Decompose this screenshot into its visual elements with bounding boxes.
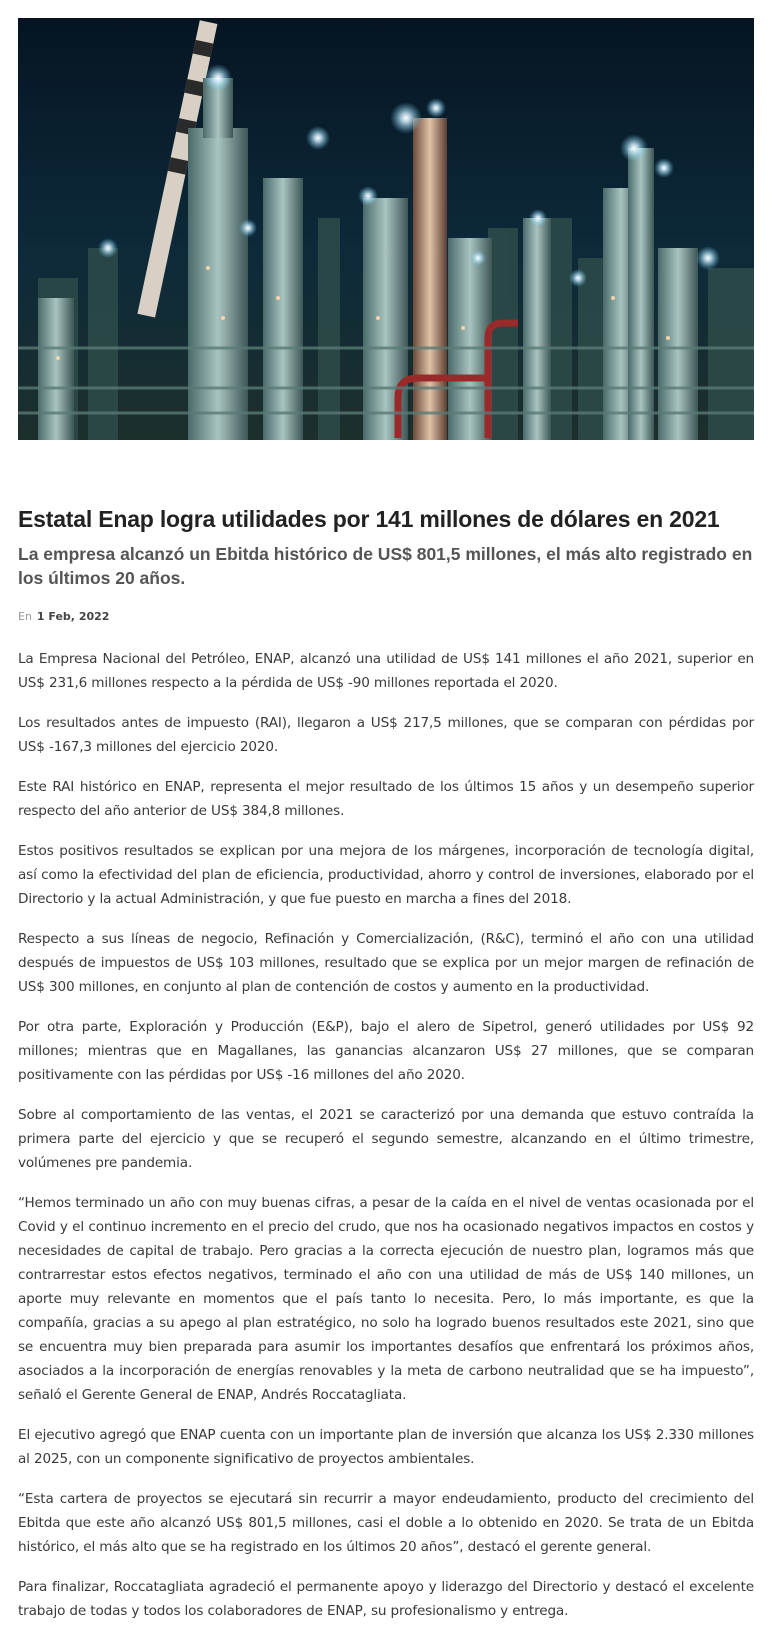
paragraph: Para finalizar, Roccatagliata agradeció el permanente apoyo y liderazgo del Directorio y destacó el excelente trabajo de todas y todos los colaboradores de ENAP, su profesionalismo y entrega.: [18, 1579, 754, 1619]
paragraph: Por otra parte, Exploración y Producción (E&P), bajo el alero de Sipetrol, generó utilidades por US$ 92 millones; mientras que en Magallanes, las ganancias alcanzaron US$ 27 millones, que se comparan positivamente con las pérdidas por US$ -16 millones del año 2020.: [18, 1019, 754, 1083]
meta-prefix: En: [18, 610, 32, 623]
article-title: Estatal Enap logra utilidades por 141 millones de dólares en 2021: [18, 506, 720, 532]
paragraph: Los resultados antes de impuesto (RAI), llegaron a US$ 217,5 millones, que se comparan con pérdidas por US$ -167,3 millones del ejercicio 2020.: [18, 715, 754, 755]
paragraph: “Hemos terminado un año con muy buenas cifras, a pesar de la caída en el nivel de ventas ocasionada por el Covid y el continuo incremento en el precio del crudo, que nos ha ocasionado negativos impactos en costos y necesidades de capital de trabajo. Pero gracias a la correcta ejecución de nuestro plan, logramos más que contrarrestar estos efectos negativos, terminado el año con una utilidad de más de US$ 140 millones, un aporte muy relevante en momentos que el país tanto lo necesita. Pero, lo más importante, es que la compañía, gracias a su apego al plan estratégico, no solo ha logrado buenos resultados este 2021, sino que se encuentra muy bien preparada para asumir los importantes desafíos que enfrentará los próximos años, asociados a la incorporación de energías renovables y la meta de carbono neutralidad que se ha impuesto”, señaló el Gerente General de ENAP, Andrés Roccatagliata.: [18, 1195, 754, 1403]
paragraph: Este RAI histórico en ENAP, representa el mejor resultado de los últimos 15 años y un desempeño superior respecto del año anterior de US$ 384,8 millones.: [18, 779, 754, 819]
hero-image: [18, 18, 754, 440]
publish-date: 1 Feb, 2022: [36, 610, 110, 623]
article-meta: [18, 609, 754, 625]
paragraph: El ejecutivo agregó que ENAP cuenta con un importante plan de inversión que alcanza los US$ 2.330 millones al 2025, con un componente significativo de proyectos ambientales.: [18, 1427, 754, 1467]
paragraph: Estos positivos resultados se explican por una mejora de los márgenes, incorporación de tecnología digital, así como la efectividad del plan de eficiencia, productividad, ahorro y control de inversiones, elaborado por el Directorio y la actual Administración, y que fue puesto en marcha a fines del 2018.: [18, 843, 754, 907]
paragraph: “Esta cartera de proyectos se ejecutará sin recurrir a mayor endeudamiento, producto del crecimiento del Ebitda que este año alcanzó US$ 801,5 millones, casi el doble a lo obtenido en 2020. Se trata de un Ebitda histórico, el más alto que se ha registrado en los últimos 20 años”, destacó el gerente general.: [18, 1491, 754, 1555]
paragraph: Respecto a sus líneas de negocio, Refinación y Comercialización, (R&C), terminó el año con una utilidad después de impuestos de US$ 103 millones, resultado que se explica por un mejor margen de refinación de US$ 300 millones, en conjunto al plan de contención de costos y aumento en la productividad.: [18, 931, 754, 995]
paragraph: La Empresa Nacional del Petróleo, ENAP, alcanzó una utilidad de US$ 141 millones el año 2021, superior en US$ 231,6 millones respecto a la pérdida de US$ -90 millones reportada el 2020.: [18, 651, 754, 691]
article-body: [18, 647, 754, 1623]
refinery-photo: [18, 18, 754, 440]
paragraph: Sobre al comportamiento de las ventas, el 2021 se caracterizó por una demanda que estuvo contraída la primera parte del ejercicio y que se recuperó el segundo semestre, alcanzando en el último trimestre, volúmenes pre pandemia.: [18, 1107, 754, 1171]
article-subtitle: La empresa alcanzó un Ebitda histórico de US$ 801,5 millones, el más alto registrado en los últimos 20 años.: [18, 544, 753, 588]
